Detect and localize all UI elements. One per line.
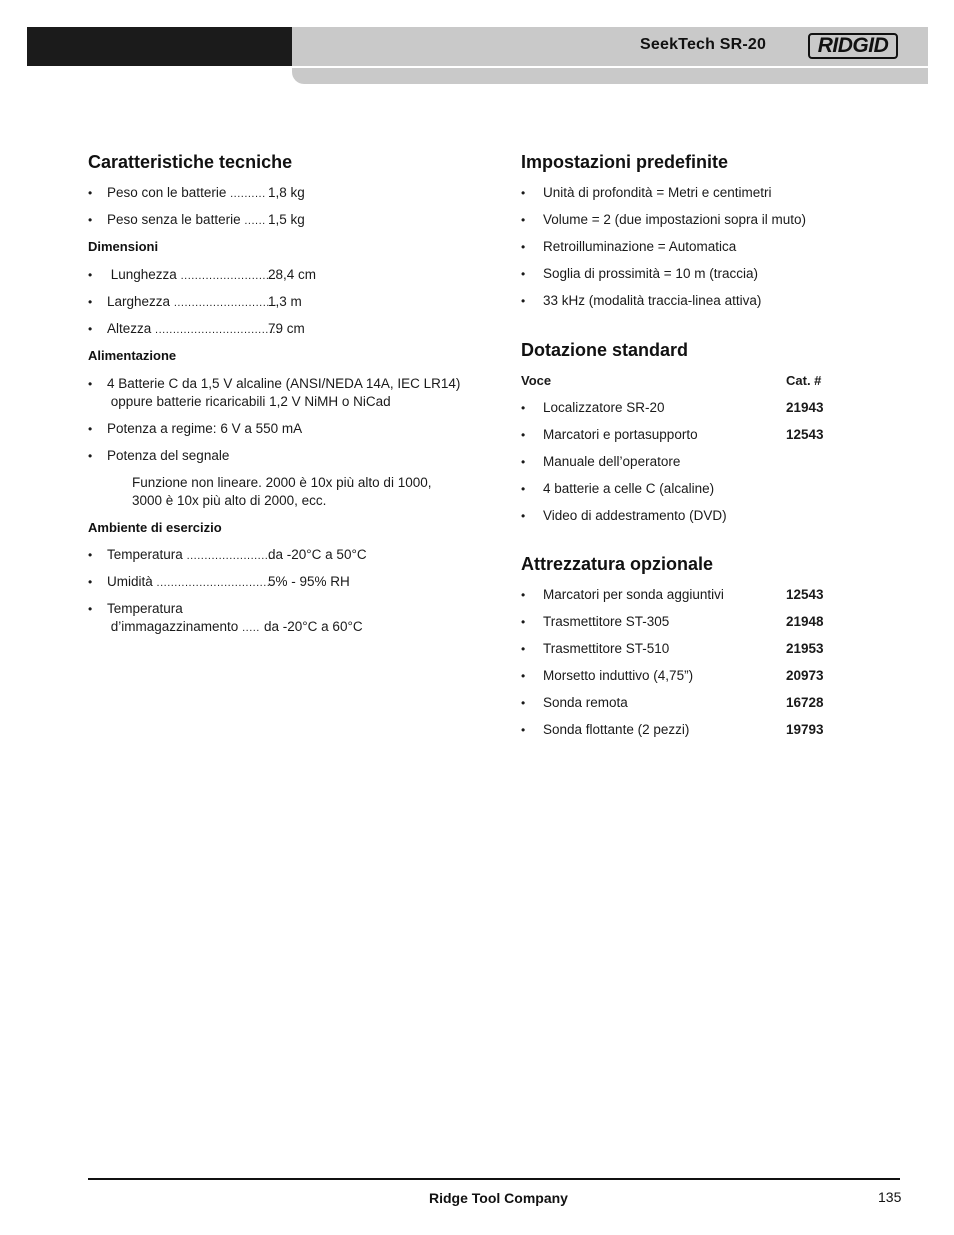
bullet: •	[521, 615, 526, 629]
standard-item: • Marcatori e portasupporto 12543	[521, 427, 824, 442]
settings-column	[521, 150, 861, 739]
spec-label: Peso senza le batterie	[107, 212, 241, 227]
footer-company: Ridge Tool Company	[429, 1190, 568, 1206]
standard-title: Dotazione standard	[521, 340, 689, 360]
optional-item: • Marcatori per sonda aggiuntivi 12543	[521, 587, 824, 602]
standard-item: • Video di addestramento (DVD)	[521, 508, 727, 523]
optional-item: • Sonda flottante (2 pezzi) 19793	[521, 722, 824, 737]
bullet: •	[88, 377, 93, 391]
spec-label: Temperatura	[107, 547, 183, 562]
default-item: • Volume = 2 (due impostazioni sopra il muto)	[521, 212, 807, 227]
spec-row-weight-with-batteries	[88, 184, 468, 202]
bullet: •	[88, 602, 93, 616]
bullet: •	[521, 294, 526, 308]
bullet: •	[521, 240, 526, 254]
header-divider	[292, 66, 928, 68]
dimensions-heading: Dimensioni	[88, 239, 159, 254]
page-number: 135	[878, 1189, 902, 1205]
bullet: •	[521, 723, 526, 737]
bullet: •	[88, 548, 93, 562]
leader-dots: ......	[244, 215, 266, 227]
catalog-number: 20973	[786, 668, 824, 683]
column-header-cat: Cat. #	[786, 373, 822, 388]
catalog-number: 12543	[786, 427, 824, 442]
default-item: • 33 kHz (modalità traccia-linea attiva)	[521, 293, 762, 308]
spec-row-height	[88, 320, 468, 338]
bullet: •	[521, 455, 526, 469]
footer-rule	[88, 1178, 900, 1180]
optional-item: • Sonda remota 16728	[521, 695, 824, 710]
spec-row-signal-strength: • Potenza del segnale	[88, 448, 230, 463]
header-gray-strip	[292, 66, 928, 84]
bullet: •	[521, 186, 526, 200]
spec-value: 1,3 m	[268, 294, 302, 309]
spec-row-power-rating: • Potenza a regime: 6 V a 550 mA	[88, 421, 303, 436]
spec-label: Umidità	[107, 574, 153, 589]
specs-title: Caratteristiche tecniche	[88, 152, 293, 172]
defaults-title: Impostazioni predefinite	[521, 152, 729, 172]
bullet: •	[521, 401, 526, 415]
bullet: •	[88, 422, 93, 436]
catalog-number: 16728	[786, 695, 824, 710]
leader-dots: .............................	[173, 297, 277, 309]
optional-item: • Morsetto induttivo (4,75”) 20973	[521, 668, 824, 683]
spec-row-storage-temperature-cont	[88, 618, 468, 636]
power-heading: Alimentazione	[88, 348, 177, 363]
spec-row-humidity	[88, 573, 468, 591]
spec-row-batteries-cont: oppure batterie ricaricabili 1,2 V NiMH o NiCad	[107, 394, 391, 409]
bullet: •	[88, 268, 93, 282]
spec-value: 5% - 95% RH	[268, 574, 350, 589]
spec-label: Peso con le batterie	[107, 185, 227, 200]
bullet: •	[521, 267, 526, 281]
bullet: •	[88, 449, 93, 463]
spec-label: Lunghezza	[107, 267, 177, 282]
spec-row-length	[88, 266, 468, 284]
leader-dots: .....	[242, 622, 260, 634]
standard-item: • Manuale dell’operatore	[521, 454, 681, 469]
catalog-number: 12543	[786, 587, 824, 602]
column-header-item: Voce	[521, 373, 552, 388]
standard-item: • 4 batterie a celle C (alcaline)	[521, 481, 715, 496]
spec-label: Altezza	[107, 321, 152, 336]
catalog-number: 21948	[786, 614, 824, 629]
bullet: •	[521, 509, 526, 523]
bullet: •	[88, 186, 93, 200]
catalog-number: 21953	[786, 641, 824, 656]
leader-dots: ...........................	[180, 270, 277, 282]
leader-dots: ...................................	[155, 324, 280, 336]
ridgid-logo-text: RIDGID	[817, 34, 889, 57]
bullet: •	[521, 588, 526, 602]
header-black-bar	[27, 27, 292, 66]
bullet: •	[88, 295, 93, 309]
leader-dots: ........................	[186, 550, 272, 562]
bullet: •	[88, 213, 93, 227]
spec-row-batteries: • 4 Batterie C da 1,5 V alcaline (ANSI/NEDA 14A, IEC LR14)	[88, 376, 461, 391]
spec-value: da -20°C a 50°C	[268, 547, 367, 562]
spec-label: d’immagazzinamento	[107, 619, 239, 634]
bullet: •	[521, 642, 526, 656]
leader-dots: .................................	[156, 577, 274, 589]
default-item: • Soglia di prossimità = 10 m (traccia)	[521, 266, 758, 281]
spec-label: Larghezza	[107, 294, 171, 309]
bullet: •	[88, 575, 93, 589]
catalog-number: 21943	[786, 400, 824, 415]
default-item: • Unità di profondità = Metri e centimetri	[521, 185, 772, 200]
spec-value: 1,8 kg	[268, 185, 305, 200]
bullet: •	[521, 428, 526, 442]
signal-note: Funzione non lineare. 2000 è 10x più alto di 1000, 3000 è 10x più alto di 2000, ecc.	[132, 475, 432, 508]
specs-column	[88, 150, 468, 636]
product-name: SeekTech SR-20	[640, 36, 767, 53]
bullet: •	[88, 322, 93, 336]
ridgid-logo	[808, 33, 901, 61]
catalog-number: 19793	[786, 722, 824, 737]
standard-table-header	[521, 372, 861, 390]
spec-row-weight-without-batteries	[88, 211, 468, 229]
spec-value: 79 cm	[268, 321, 305, 336]
standard-item: • Localizzatore SR-20 21943	[521, 400, 824, 415]
bullet: •	[521, 696, 526, 710]
bullet: •	[521, 213, 526, 227]
bullet: •	[521, 669, 526, 683]
spec-row-storage-temperature: • Temperatura	[88, 601, 183, 616]
bullet: •	[521, 482, 526, 496]
spec-value: 1,5 kg	[268, 212, 305, 227]
spec-value: 28,4 cm	[268, 267, 317, 282]
leader-dots: ..........	[230, 188, 266, 200]
spec-row-temperature	[88, 546, 468, 564]
spec-value: da -20°C a 60°C	[264, 619, 363, 634]
spec-row-width	[88, 293, 468, 311]
default-item: • Retroilluminazione = Automatica	[521, 239, 737, 254]
optional-title: Attrezzatura opzionale	[521, 554, 714, 574]
environment-heading: Ambiente di esercizio	[88, 520, 222, 535]
optional-item: • Trasmettitore ST-305 21948	[521, 614, 824, 629]
optional-item: • Trasmettitore ST-510 21953	[521, 641, 824, 656]
